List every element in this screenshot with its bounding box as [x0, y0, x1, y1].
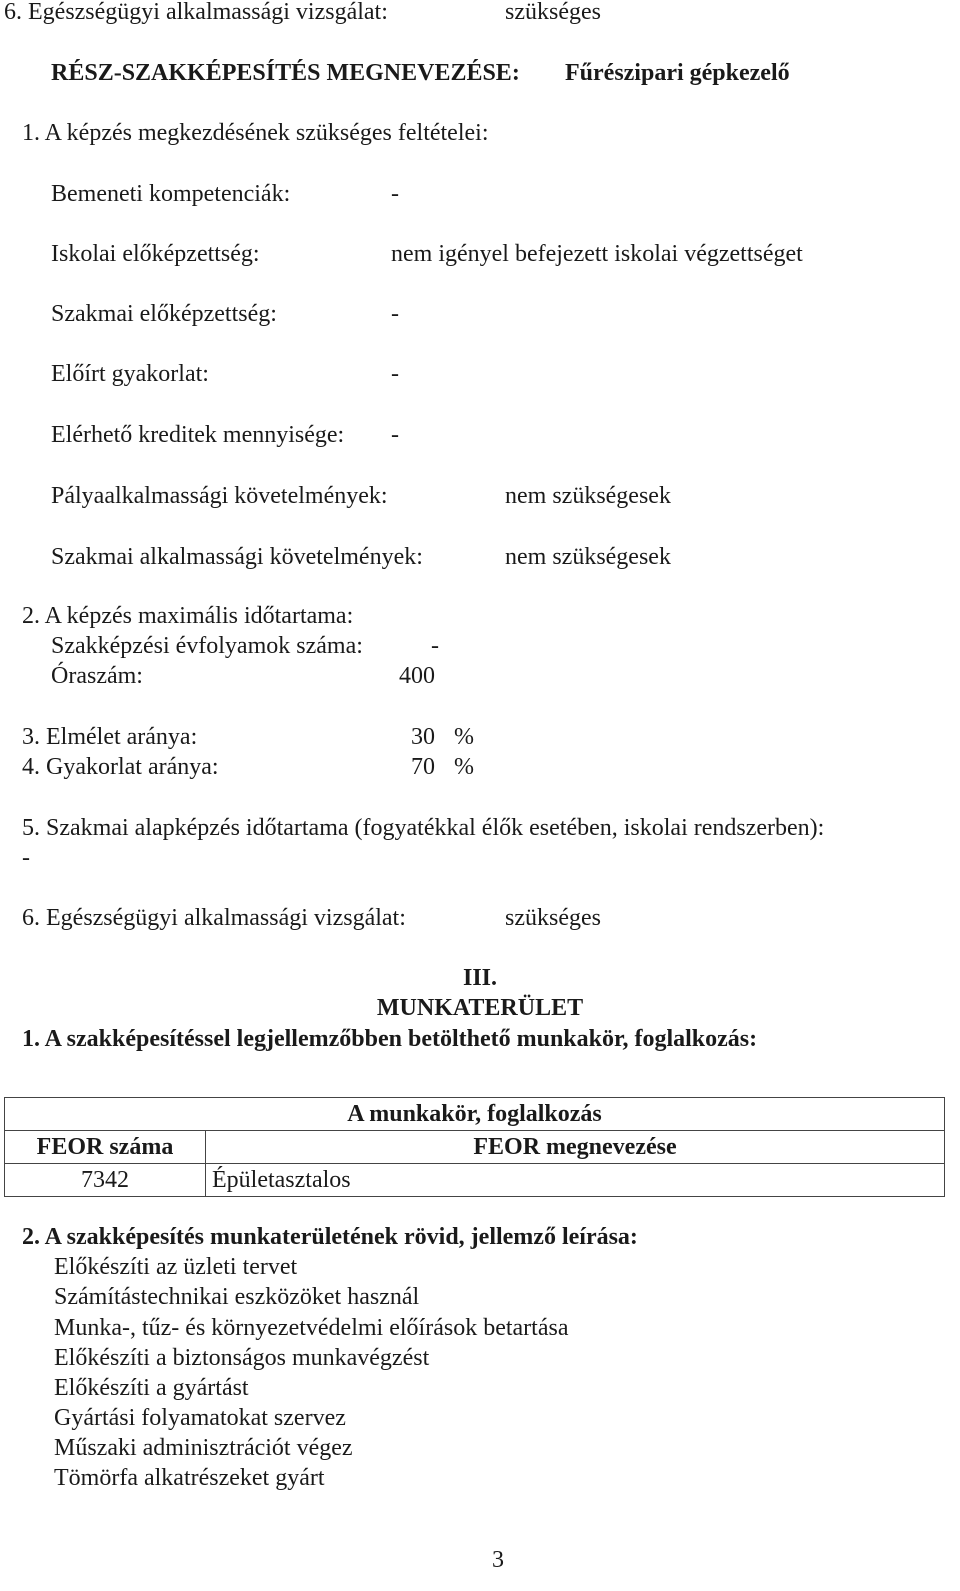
szakmai-elo-value: - [391, 301, 399, 327]
prev-item6-value: szükséges [505, 0, 601, 25]
list-item: Előkészíti az üzleti tervet [54, 1254, 298, 1280]
feor-table [4, 1097, 945, 1197]
kreditek-label: Elérhető kreditek mennyisége: [51, 422, 345, 448]
leiras-heading: 2. A szakképesítés munkaterületének rövid, jellemző leírása: [22, 1224, 638, 1250]
resz-value: Fűrészipari gépkezelő [565, 60, 790, 86]
sec6-value: szükséges [505, 905, 601, 931]
elmelet-unit: % [454, 724, 474, 750]
resz-label: RÉSZ-SZAKKÉPESÍTÉS MEGNEVEZÉSE: [51, 60, 520, 86]
list-item: Műszaki adminisztrációt végez [54, 1435, 353, 1461]
oraszam-label: Óraszám: [51, 663, 143, 689]
feor-name-header: FEOR megnevezése [206, 1131, 945, 1164]
part-title: MUNKATERÜLET [376, 995, 584, 1021]
eloirt-value: - [391, 361, 399, 387]
bemeneti-value: - [391, 181, 399, 207]
bemeneti-label: Bemeneti kompetenciák: [51, 181, 291, 207]
gyakorlat-unit: % [454, 754, 474, 780]
table-row [5, 1164, 945, 1197]
gyakorlat-value: 70 [411, 754, 435, 780]
iskolai-label: Iskolai előképzettség: [51, 241, 260, 267]
sec6-label: 6. Egészségügyi alkalmassági vizsgálat: [22, 905, 406, 931]
list-item: Tömörfa alkatrészeket gyárt [54, 1465, 325, 1491]
gyakorlat-label: 4. Gyakorlat aránya: [22, 754, 219, 780]
szakmai-elo-label: Szakmai előképzettség: [51, 301, 277, 327]
list-item: Előkészíti a gyártást [54, 1375, 249, 1401]
sec1-heading: 1. A képzés megkezdésének szükséges feltételei: [22, 120, 489, 146]
list-item: Munka-, tűz- és környezetvédelmi előírások betartása [54, 1315, 569, 1341]
feor-table-header: A munkakör, foglalkozás [5, 1098, 945, 1131]
oraszam-value: 400 [399, 663, 435, 689]
evfolyam-label: Szakképzési évfolyamok száma: [51, 633, 363, 659]
page-number: 3 [492, 1547, 504, 1573]
szakmai-alk-label: Szakmai alkalmassági követelmények: [51, 544, 423, 570]
feor-name: Épületasztalos [206, 1164, 945, 1197]
list-item: Számítástechnikai eszközöket használ [54, 1284, 420, 1310]
prev-item6-label: 6. Egészségügyi alkalmassági vizsgálat: [4, 0, 388, 25]
szakmai-alk-value: nem szükségesek [505, 544, 671, 570]
kreditek-value: - [391, 422, 399, 448]
elmelet-value: 30 [411, 724, 435, 750]
list-item: Gyártási folyamatokat szervez [54, 1405, 346, 1431]
palya-label: Pályaalkalmassági követelmények: [51, 483, 388, 509]
sec5-label: 5. Szakmai alapképzés időtartama (fogyatékkal élők esetében, iskolai rendszerben): [22, 815, 825, 841]
sec2-heading: 2. A képzés maximális időtartama: [22, 603, 354, 629]
list-item: Előkészíti a biztonságos munkavégzést [54, 1345, 430, 1371]
sec5-value: - [22, 845, 30, 871]
elmelet-label: 3. Elmélet aránya: [22, 724, 198, 750]
palya-value: nem szükségesek [505, 483, 671, 509]
part-roman: III. [462, 965, 498, 991]
munkakor-heading: 1. A szakképesítéssel legjellemzőbben betölthető munkakör, foglalkozás: [22, 1026, 758, 1052]
feor-code: 7342 [5, 1164, 206, 1197]
feor-code-header: FEOR száma [5, 1131, 206, 1164]
iskolai-value: nem igényel befejezett iskolai végzettséget [391, 241, 803, 267]
evfolyam-value: - [431, 633, 439, 659]
eloirt-label: Előírt gyakorlat: [51, 361, 209, 387]
